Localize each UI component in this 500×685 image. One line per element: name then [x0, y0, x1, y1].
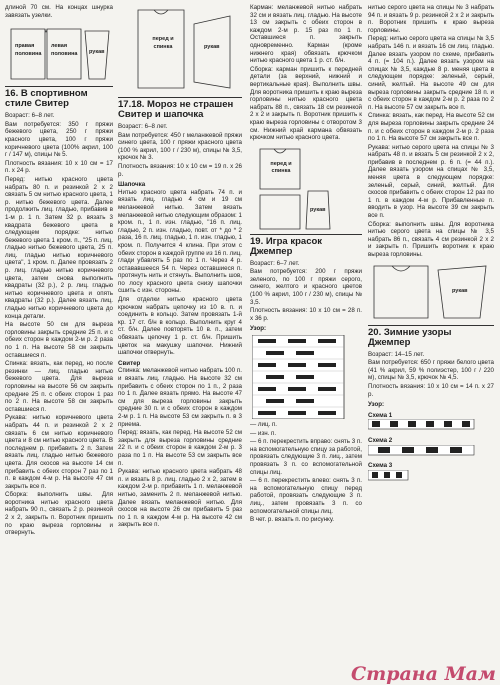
pattern-note: В чет. р. вязать п. по рисунку. — [250, 516, 335, 524]
article-title-17-18: 17.18. Мороз не страшен Свитер и шапочка — [118, 97, 242, 120]
column-4 — [368, 4, 494, 484]
column-2 — [118, 4, 242, 530]
materials: Вам потребуется: 650 г пряжи белого цвета (41 % акрил, 59 % полиэстер, 100 г / 220 м), спицы № 3,5, крючок № 4,5. — [368, 359, 494, 382]
schema-sweater-17 — [118, 4, 242, 94]
back-instructions: Спинка: меланжевой нитью набрать 100 п. и вязать лиц. гладью. На высоте 32 см прибавить с обеих сторон по 1 п., 2 раза по 1 п. Далее вязать прямо. На высоте 47 см для выреза горловины закрыть средние 30 п. и с обеих сторон в каждом 2-м р. 1 п. На высоте 53 см закрыть п. в 3 приема. — [118, 367, 242, 428]
scheme-1-label: Схема 1 — [368, 411, 393, 419]
density: Плотность вязания: 10 х 10 см = 19 п. х 26 р. — [118, 162, 242, 178]
pattern-heading: Узор: — [250, 325, 267, 333]
front-instructions: Перед: нитью серого цвета на спицы № 3,5 набрать 146 п. и вязать 16 см лиц. гладью. Далее вязать узором по схеме, прибавить 4 п. (= 104 п.). Далее вязать узором на спицах № 3,5, каждые 8 р. меняя цвета в следующем порядке: зеленый, серый, синий, желтый. На высоте 49 см для выреза горловины закрыть средние 18 п. и с обеих сторон в каждом 2-м р. 2 раза по 2 п. На высоте 57 см закрыть все п. — [368, 35, 494, 111]
materials: Вам потребуется: 200 г пряжи зеленого, по 100 г пряжи серого, синего, желтого и красного цветов (100 % акрил, 100 г / 230 м), спицы № 3,5. — [250, 268, 362, 306]
assembly-instructions: Сборка: выполнить швы. Для воротника нитью серого цвета на спицы № 3,5 набрать 86 п., связать 4 см резинкой 2 х 2 и закрыть п. Пришить воротник к краю выреза горловины. — [368, 220, 494, 258]
sleeve-instructions: Рукава: нитью красного цвета набрать 48 п. и вязать 8 р. лиц. гладью 2 х 2, затем в каждом 2-м р. прибавить 1 п. меланжевой нитью, заменить 2 п. меланжевой нитью. Далее вязать меланжевой нитью. Для скосов на высоте 26 см прибавить 5 раз по 1 п. в каждом 4-м р. На высоте 42 см закрыть все п. — [118, 468, 242, 529]
column-3 — [250, 4, 362, 525]
pattern-heading: Узор: — [368, 401, 385, 409]
garment-outline — [250, 145, 362, 231]
diagram-label-sleeve: рукав — [452, 287, 468, 294]
diagram-label-sleeve: рукав — [89, 49, 105, 56]
diagram-label-left-half: левая половина — [51, 43, 78, 57]
age: Возраст: 6–8 лет. — [5, 112, 55, 120]
stitch-grid — [252, 335, 356, 419]
legend-cross-right: — 6 п. перекрестить вправо: снять 3 п. на вспомогательную спицу за работой, провязать следующие 3 п. лиц., затем провязать 3 п. со вспомогательной спицы лиц. — [250, 438, 362, 476]
materials: Вам потребуется: 350 г пряжи бежевого цвета, 250 г пряжи красного цвета, 100 г пряжи коричневого цвета (100% акрил, 100 г / 147 м), спицы № 5. — [5, 120, 113, 159]
pattern-legend — [250, 421, 362, 524]
diagram-label-front-back: перед и спинка — [152, 36, 174, 50]
garment-outline — [118, 4, 242, 94]
sweater-heading: Свитер — [118, 359, 141, 367]
front-instructions: Перед: вязать, как перед. На высоте 52 см закрыть для выреза горловины средние 22 п. и с обеих сторон в каждом 2-м р. 3 раза по 1 п. На высоте 53 см закрыть все п. — [118, 429, 242, 467]
scheme-1-chart — [368, 419, 488, 431]
legend-knit: — лиц. п. — [250, 421, 278, 429]
hat-instructions-2: Для отделки нитью красного цвета крючком набрать цепочку из 10 в. п. и соединить в кольцо. Затем провязать 1-й кр. 17 ст. б/н в кольцо. Выполнить круг 4 ст. б/н. Далее повторять 10 в. п., затем обвязать цепочку 1 р. ст. б/н. Пришить цветок на макушку шапочки. Нижний шапочки отвернуть. — [118, 296, 242, 357]
collar-instructions: нитью серого цвета на спицы № 3 набрать 94 п. и вязать 9 р. резинкой 2 х 2 и закрыть п. Воротник пришить к краю выреза горловины. — [368, 4, 494, 34]
legend-cross-left: — 6 п. перекрестить влево: снять 3 п. на вспомогательную спицу перед работой, провязать следующие 3 п. лиц., затем провязать 3 п. со вспомогательной спицы лиц. — [250, 477, 362, 515]
article-title-16: 16. В спортивном стиле Свитер — [5, 86, 113, 109]
back-instructions: Спинка: вязать, как перед, но после резинки — лиц. гладью нитью бежевого цвета. Для выреза горловины на высоте 56 см закрыть средние 25 п. с обеих сторон 1 раз по 2 п. На высоте 58 см закрыть оставшиеся п. — [5, 360, 113, 413]
scheme-2-chart — [368, 445, 488, 457]
watermark-logo: Страна Мам — [350, 663, 496, 685]
legend-purl: — изн. п. — [250, 429, 277, 437]
diagram-label-front-back: перед и спинка — [270, 160, 292, 175]
back-instructions: Спинка: вязать, как перед. На высоте 52 см для выреза горловины закрыть средние 24 п. и с обеих сторон в каждом 2-м р. 2 раза по 1 п. На высоте 57 см закрыть все п. — [368, 112, 494, 143]
column-1 — [5, 4, 113, 538]
pocket-instructions: Карман: меланжевой нитью набрать 32 см и вязать лиц. гладью. На высоте 13 см закрыть с обеих сторон в каждом 2-м р. 15 раз по 1 п. Оставшиеся п. закрыть одновременно. Карман (кроме нижнего края) обвязать крючком нитью красного цвета 1 р. ст. б/н. — [250, 4, 362, 65]
article-title-20: 20. Зимние узоры Джемпер — [368, 325, 494, 348]
scheme-2-label: Схема 2 — [368, 436, 393, 444]
article-title-19: 19. Игра красок Джемпер — [250, 234, 362, 257]
scheme-3-chart — [368, 470, 488, 482]
materials: Вам потребуется: 450 г меланжевой пряжи синего цвета, 100 г пряжи красного цвета (100 % акрил, 100 г / 230 м), спицы № 3,5, крючок № 3. — [118, 131, 242, 162]
density: Плотность вязания: 10 х 10 см = 28 п. х 36 р. — [250, 307, 362, 322]
age: Возраст: 6–7 лет. — [250, 259, 300, 267]
front-instructions: Перед: нитью красного цвета набрать 80 п. и резинкой 2 х 2 связать 5 см нитью красного цвета, 1 р. нитью бежевого цвета. Далее продолжить лиц. гладью, прибавив в 1-м р. 1 п. Затем 32 р. вязать 3 квадрата бежевого цвета в следующем порядке: нитью бежевого цвета 1 кром. п., "25 п. лиц. гладью нитью бежевого цвета, 25 п. лиц. гладью нитью коричневого цвета", 1 кром. п. Далее провязать 2 р. лиц. гладью нитью коричневого цвета, затем снова выполнить квадраты (32 р.), 2 р. лиц. гладью нитью коричневого цвета и опять квадраты (32 р.). Далее вязать лиц. гладью нитью коричневого цвета до конца детали. — [5, 175, 113, 320]
schema-sweater-16 — [5, 21, 113, 83]
density: Плотность вязания: 10 х 10 см = 17 п. х 24 р. — [5, 159, 113, 175]
col1-intro: длиной 70 см. На концах шнурка завязать узелки. — [5, 4, 113, 19]
sleeve-instructions: Рукава: нитью серого цвета на спицы № 3 набрать 48 п. и вязать 5 см резинкой 2 х 2, прибавив в последнем р. 6 п. (= 44 п.). Далее вязать узором на спицах № 3,5, меняя цвета в следующем порядке: зеленый, серый, синий, желтый. Для скосов прибавить с обеих сторон 12 раз по 1 п. в каждом 4-м р. Прибавленные п. вводить в узор. На высоте 39 см закрыть все п. — [368, 143, 494, 220]
hat-instructions: Нитью красного цвета набрать 74 п. и вязать лиц. гладью 4 см и 19 см меланжевой нитью. Затем вязать меланжевой нитью следующим образом: 1 кром. п., 1 п. изн. гладью, "16 п. лиц. гладью, 2 п. изн. гладью, повт. от * до * 2 раза, 16 п. лиц. гладью, 1 п. изн. гладью, 1 кром. п. Получится 4 клина. При этом с обеих сторон в каждой группе из 16 п. лиц. глади убавлять 5 раз по 1 п. Через 4 р. остававшееся 54 п. Через оставшиеся п. протянуть нить и стянуть. Выполнить шов, по лосу красного цвета снизу шапочки сшить с изн. стороны. — [118, 188, 242, 295]
density: Плотность вязания: 10 х 10 см = 14 п. х 27 р. — [368, 382, 494, 398]
schema-jumper-20 — [368, 262, 494, 322]
pattern-chart-19 — [252, 335, 362, 419]
assembly-instructions: Сборка: карман пришить к передней детали (за верхний, нижний и вертикальные края). Выполнить швы. Для воротника пришить к краю выреза горловины нитью красного цвета набрать 88 п., связать 18 см резинкой 2 х 2 и закрыть п. Воротник пришить к краю выреза горловины с отворотом 3 см. Нижний край кармана обвязать крючком нитью красного цвета. — [250, 65, 362, 142]
schema-jumper-19 — [250, 145, 362, 231]
front-instructions-2: На высоте 50 см для выреза горловины закрыть средние 25 п. и с обеих сторон в каждом 2-м р. 2 раза по 1 п. На высоте 58 см закрыть оставшиеся п. — [5, 321, 113, 359]
hat-heading: Шапочка — [118, 181, 146, 189]
age: Возраст: 14–15 лет. — [368, 350, 425, 358]
diagram-label-right-half: правая половина — [15, 43, 42, 57]
scheme-3-label: Схема 3 — [368, 462, 393, 470]
assembly-instructions: Сборка: выполнить швы. Для воротника нитью красного цвета набрать 90 п., связать 2 р. резинкой 2 х 2, закрыть п. Воротник пришить по краю выреза горловины и отвернуть. — [5, 491, 113, 537]
diagram-label-sleeve: рукав — [310, 206, 326, 213]
garment-outline — [368, 262, 494, 322]
sleeve-instructions: Рукава: нитью коричневого цвета набрать 44 п. и резинкой 2 х 2 связать 6 см нитью коричневого цвета и 8 см нитью красного цвета. В последнем р. прибавить 2 п. Затем вязать лиц. гладью нитью бежевого цвета. Для скосов на высоте 14 см прибавить с обеих сторон 7 раз по 1 п. в каждом 4-м р. На высоте 47 см закрыть все п. — [5, 414, 113, 490]
age: Возраст: 6–8 лет. — [118, 123, 168, 130]
diagram-label-sleeve: рукав — [204, 44, 220, 50]
